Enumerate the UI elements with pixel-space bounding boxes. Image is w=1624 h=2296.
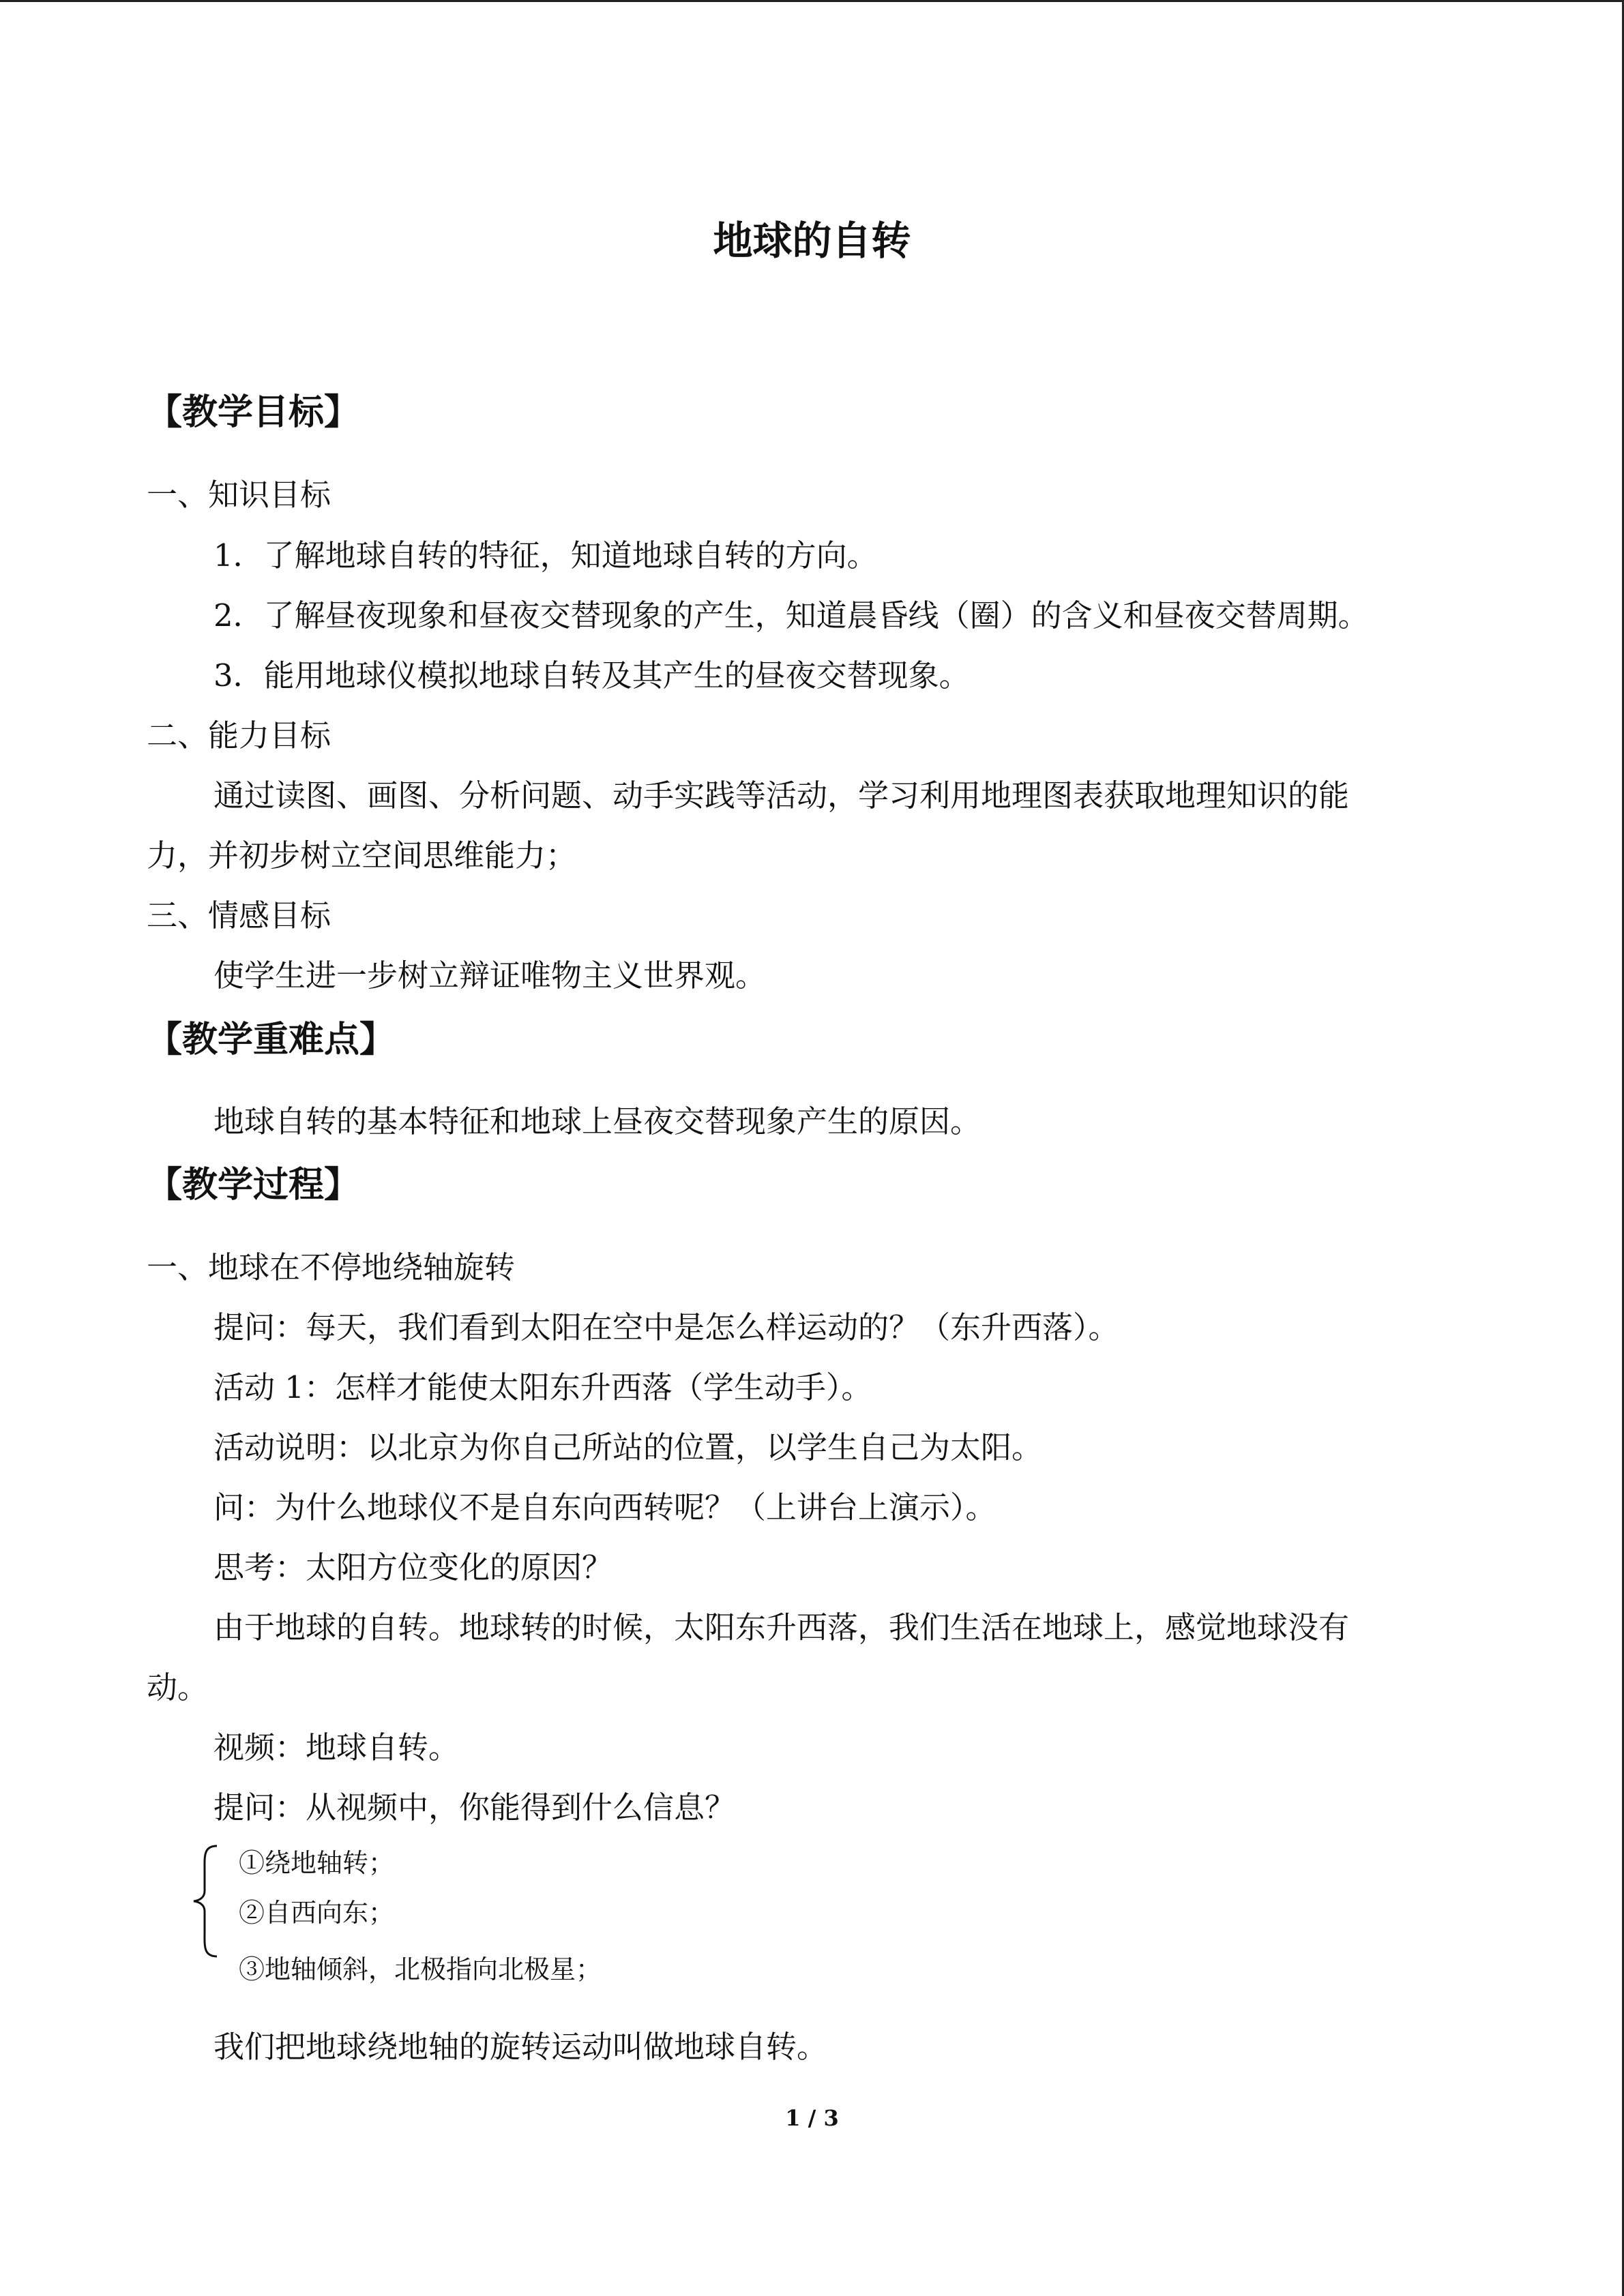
- document-title: 地球的自转: [713, 218, 911, 264]
- knowledge-goal-item: 3．能用地球仪模拟地球自转及其产生的昼夜交替现象。: [213, 657, 970, 694]
- process-thinking: 思考：太阳方位变化的原因？: [213, 1549, 613, 1585]
- process-video: 视频：地球自转。: [213, 1729, 460, 1765]
- process-activity: 活动 1：怎样才能使太阳东升西落（学生动手）。: [213, 1369, 872, 1405]
- knowledge-goal-item: 1．了解地球自转的特征，知道地球自转的方向。: [213, 537, 878, 573]
- page-number: 1 / 3: [785, 2105, 839, 2131]
- process-subheading: 一、地球在不停地绕轴旋转: [147, 1249, 516, 1285]
- section-heading-key-points: 【教学重难点】: [147, 1019, 396, 1060]
- knowledge-goal-heading: 一、知识目标: [147, 477, 331, 513]
- curly-brace-icon: [190, 1843, 224, 1959]
- ability-goal-heading: 二、能力目标: [147, 717, 331, 754]
- key-points-text: 地球自转的基本特征和地球上昼夜交替现象产生的原因。: [213, 1103, 981, 1139]
- process-activity-note: 活动说明：以北京为你自己所站的位置，以学生自己为太阳。: [213, 1429, 1043, 1465]
- section-heading-process: 【教学过程】: [147, 1164, 360, 1206]
- process-reason: 由于地球的自转。地球转的时候，太阳东升西落，我们生活在地球上，感觉地球没有: [213, 1609, 1350, 1645]
- process-reason-continued: 动。: [147, 1669, 209, 1705]
- emotion-goal-heading: 三、情感目标: [147, 897, 331, 934]
- process-question: 提问：每天，我们看到太阳在空中是怎么样运动的？（东升西落）。: [213, 1309, 1119, 1345]
- info-list-item: ①绕地轴转；: [239, 1848, 395, 1878]
- top-border: [0, 0, 1624, 2]
- section-heading-goals: 【教学目标】: [147, 391, 360, 433]
- ability-goal-text-continued: 力，并初步树立空间思维能力；: [147, 837, 577, 874]
- ability-goal-text: 通过读图、画图、分析问题、动手实践等活动，学习利用地理图表获取地理知识的能: [213, 777, 1350, 814]
- process-definition: 我们把地球绕地轴的旋转运动叫做地球自转。: [213, 2029, 828, 2065]
- emotion-goal-text: 使学生进一步树立辩证唯物主义世界观。: [213, 957, 767, 994]
- info-list-item: ②自西向东；: [239, 1898, 395, 1928]
- process-question: 提问：从视频中，你能得到什么信息？: [213, 1789, 736, 1825]
- info-list-item: ③地轴倾斜，北极指向北极星；: [239, 1954, 602, 1984]
- knowledge-goal-item: 2．了解昼夜现象和昼夜交替现象的产生，知道晨昏线（圈）的含义和昼夜交替周期。: [213, 597, 1369, 633]
- process-question: 问：为什么地球仪不是自东向西转呢？（上讲台上演示）。: [213, 1489, 996, 1525]
